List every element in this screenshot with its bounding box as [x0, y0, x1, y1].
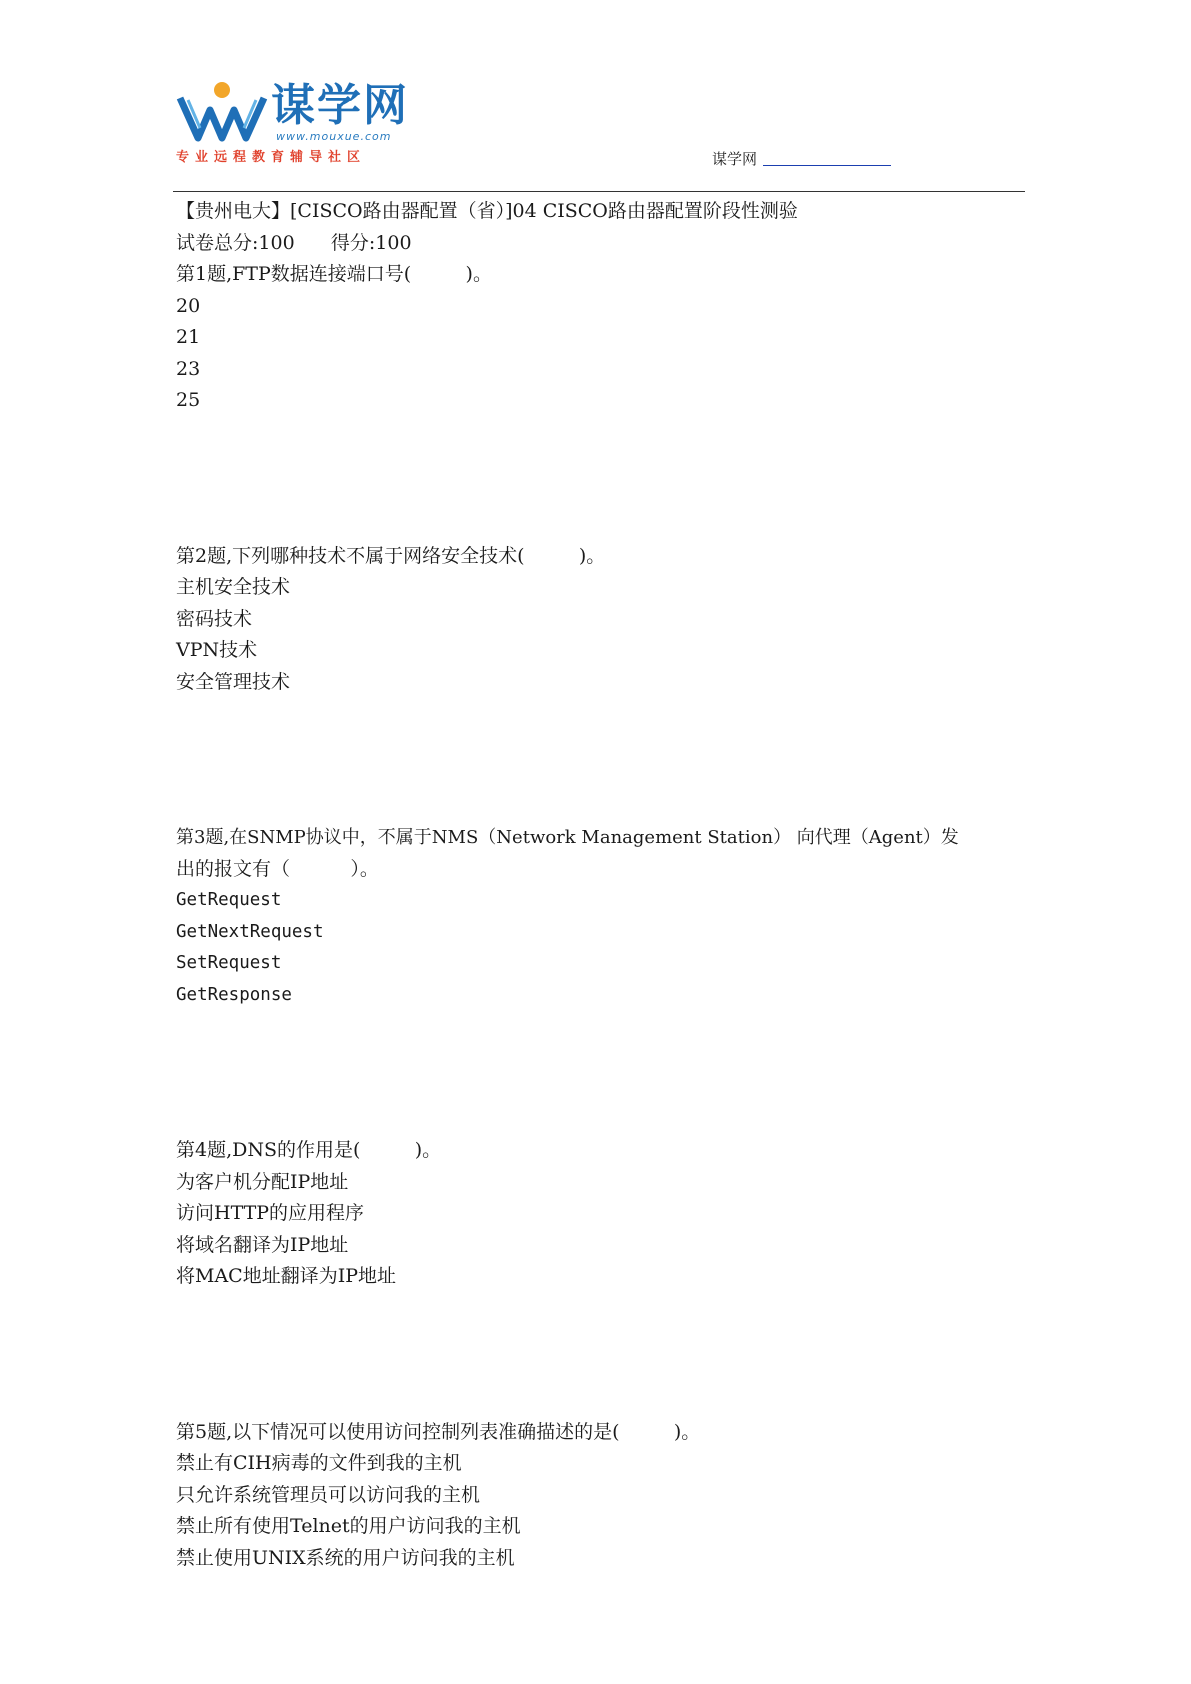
- option-item: GetResponse: [176, 984, 292, 1005]
- option-item: 为客户机分配IP地址: [176, 1170, 349, 1193]
- exam-score: 试卷总分:100 得分:100: [176, 231, 412, 254]
- option-item: 23: [176, 357, 201, 380]
- site-underline: [763, 164, 891, 166]
- option-item: 主机安全技术: [176, 576, 291, 598]
- option-item: 20: [176, 294, 201, 317]
- option-item: 禁止所有使用Telnet的用户访问我的主机: [176, 1515, 521, 1537]
- option-item: 安全管理技术: [176, 670, 291, 693]
- question-3: [176, 822, 1026, 1011]
- option-item: 禁止使用UNIX系统的用户访问我的主机: [176, 1546, 515, 1569]
- logo-mark-icon: [176, 80, 268, 146]
- question-text: 第2题,下列哪种技术不属于网络安全技术( )。: [176, 544, 606, 567]
- document-body: [176, 196, 1026, 1574]
- exam-title: 【贵州电大】[CISCO路由器配置（省）]04 CISCO路由器配置阶段性测验: [176, 200, 798, 222]
- option-item: 25: [176, 389, 201, 411]
- header-site-label: [712, 148, 891, 169]
- question-text-line-1: 第3题,在SNMP协议中，不属于NMS（Network Management Station） 向代理（Agent）发: [176, 827, 959, 848]
- spacer: [176, 1293, 1026, 1417]
- option-item: 访问HTTP的应用程序: [176, 1202, 365, 1224]
- option-item: 禁止有CIH病毒的文件到我的主机: [176, 1452, 462, 1474]
- option-item: VPN技术: [176, 639, 258, 661]
- spacer: [176, 417, 1026, 541]
- header-divider: [173, 191, 1025, 192]
- brand-logo: [176, 80, 416, 170]
- option-item: GetNextRequest: [176, 921, 324, 942]
- question-text: 第4题,DNS的作用是( )。: [176, 1139, 442, 1161]
- question-5: [176, 1417, 1026, 1575]
- option-item: GetRequest: [176, 890, 282, 910]
- brand-name: 谋学网: [271, 80, 409, 131]
- spacer: [176, 1011, 1026, 1135]
- brand-url: www.mouxue.com: [276, 130, 392, 143]
- option-item: 只允许系统管理员可以访问我的主机: [176, 1483, 481, 1506]
- option-item: SetRequest: [176, 953, 282, 973]
- question-text-line-2: 出的报文有（ ）。: [176, 857, 379, 880]
- page-header: [0, 0, 1191, 200]
- option-item: 将MAC地址翻译为IP地址: [176, 1265, 397, 1287]
- brand-slogan: 专业远程教育辅导社区: [176, 150, 367, 165]
- spacer: [176, 698, 1026, 822]
- option-item: 密码技术: [176, 607, 253, 630]
- question-text: 第5题,以下情况可以使用访问控制列表准确描述的是( )。: [176, 1420, 701, 1443]
- option-item: 21: [176, 326, 201, 348]
- question-2: [176, 541, 1026, 699]
- question-text: 第1题,FTP数据连接端口号( )。: [176, 263, 492, 285]
- question-1: [176, 259, 1026, 417]
- question-4: [176, 1135, 1026, 1293]
- option-item: 将域名翻译为IP地址: [176, 1233, 349, 1256]
- site-label-text: 谋学网: [712, 150, 758, 168]
